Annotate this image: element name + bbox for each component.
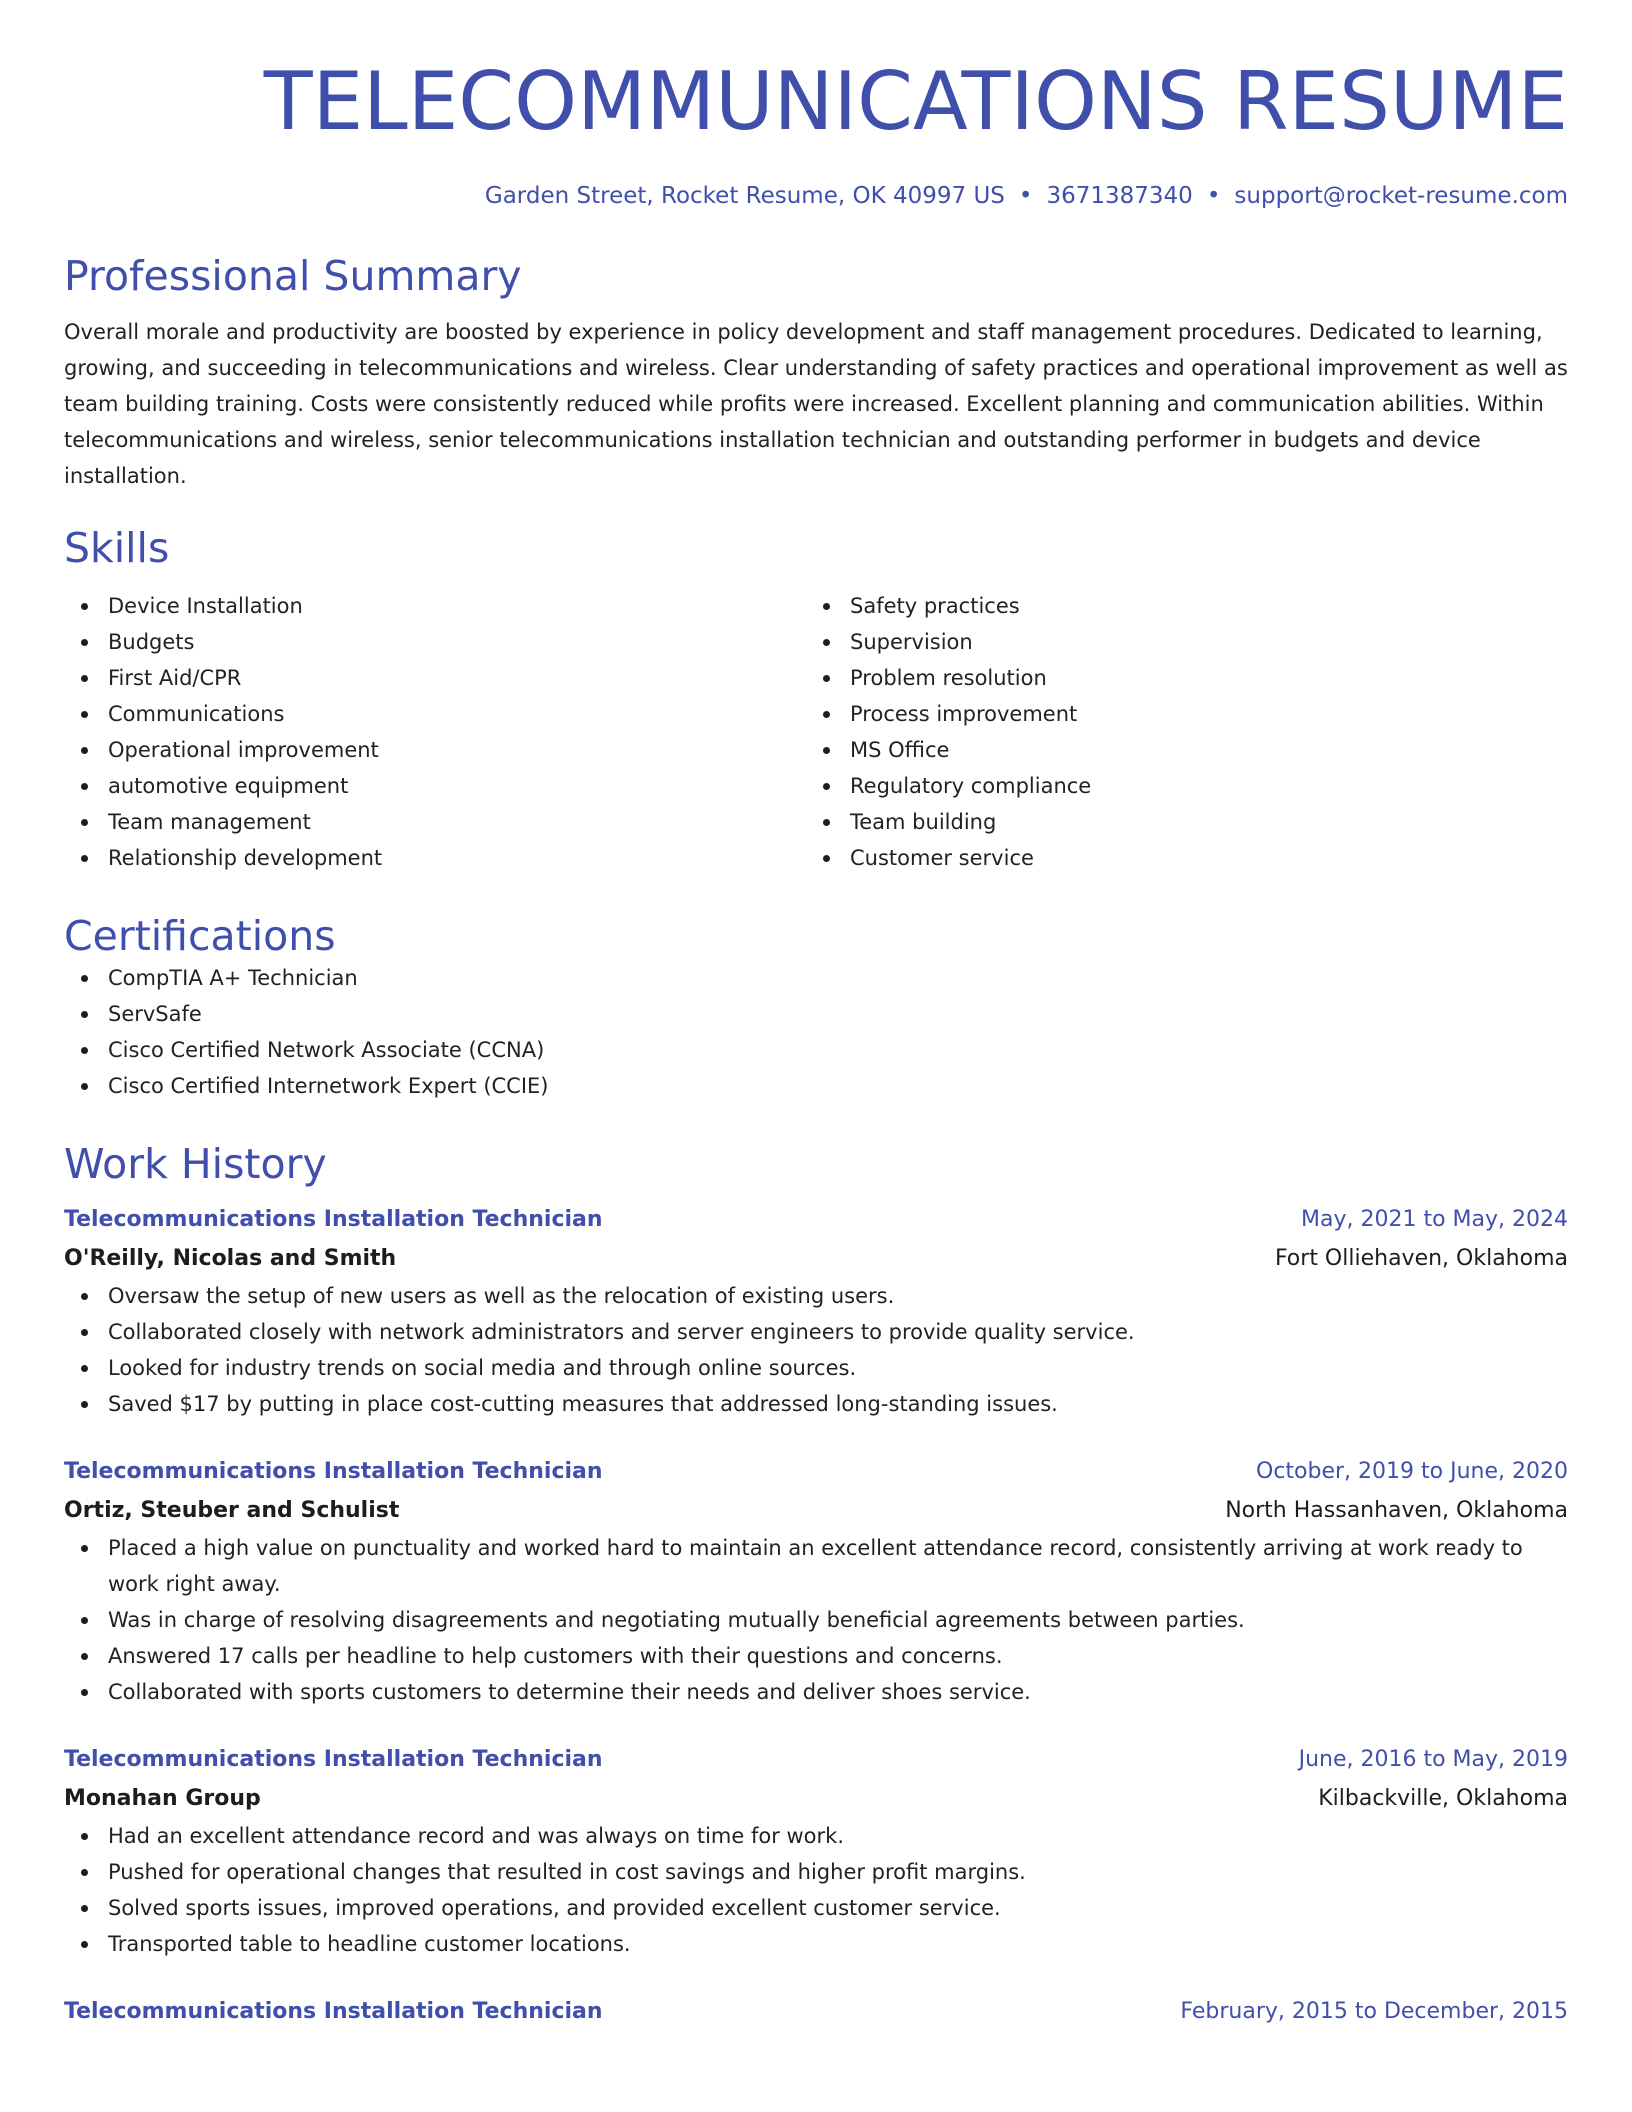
contact-phone: 3671387340 xyxy=(1046,183,1193,209)
job-title: Telecommunications Installation Technician xyxy=(64,1207,603,1232)
skill-item: Process improvement xyxy=(806,696,1548,732)
job-location: Fort Olliehaven, Oklahoma xyxy=(1274,1246,1568,1271)
job-dates: October, 2019 to June, 2020 xyxy=(1256,1459,1568,1484)
job-bullets xyxy=(64,1530,1568,1710)
work-history-heading: Work History xyxy=(64,1140,327,1188)
job-company: Ortiz, Steuber and Schulist xyxy=(64,1498,400,1523)
skill-item: Customer service xyxy=(806,840,1548,876)
job-company: O'Reilly, Nicolas and Smith xyxy=(64,1246,397,1271)
job-company-row xyxy=(64,1492,1568,1530)
job-title-row xyxy=(64,1992,1568,2032)
skill-item: MS Office xyxy=(806,732,1548,768)
certification-item: Cisco Certified Internetwork Expert (CCIE) xyxy=(64,1068,1568,1104)
job-bullet: Solved sports issues, improved operations, and provided excellent customer service. xyxy=(64,1890,1568,1926)
skills-column-left xyxy=(64,588,806,876)
skill-item: Relationship development xyxy=(64,840,806,876)
job-entry xyxy=(64,1740,1568,1962)
job-bullet: Saved $17 by putting in place cost-cutting measures that addressed long-standing issues. xyxy=(64,1386,1568,1422)
job-title-row xyxy=(64,1740,1568,1780)
skills-heading: Skills xyxy=(64,524,170,572)
job-bullets xyxy=(64,1818,1568,1962)
contact-separator: • xyxy=(1206,183,1221,209)
resume-header xyxy=(64,0,1568,210)
job-entry xyxy=(64,1452,1568,1710)
resume-title: TELECOMMUNICATIONS RESUME xyxy=(263,55,1568,148)
job-title: Telecommunications Installation Technician xyxy=(64,1459,603,1484)
skills-list-right xyxy=(806,588,1548,876)
contact-email[interactable]: support@rocket-resume.com xyxy=(1234,183,1568,209)
contact-address: Garden Street, Rocket Resume, OK 40997 US xyxy=(484,183,1005,209)
skills-column-right xyxy=(806,588,1548,876)
job-location: North Hassanhaven, Oklahoma xyxy=(1225,1498,1568,1523)
job-bullet: Answered 17 calls per headline to help customers with their questions and concerns. xyxy=(64,1638,1568,1674)
certifications-heading: Certifications xyxy=(64,912,336,960)
skill-item: Problem resolution xyxy=(806,660,1548,696)
skills-grid xyxy=(64,588,1568,876)
skill-item: Team building xyxy=(806,804,1548,840)
job-title: Telecommunications Installation Technician xyxy=(64,1999,603,2024)
job-dates: June, 2016 to May, 2019 xyxy=(1298,1747,1568,1772)
skill-item: Operational improvement xyxy=(64,732,806,768)
skill-item: Supervision xyxy=(806,624,1548,660)
job-location: Kilbackville, Oklahoma xyxy=(1318,1786,1568,1811)
job-bullet: Had an excellent attendance record and was always on time for work. xyxy=(64,1818,1568,1854)
job-company-row xyxy=(64,1780,1568,1818)
certification-item: CompTIA A+ Technician xyxy=(64,960,1568,996)
job-title-row xyxy=(64,1200,1568,1240)
skill-item: Safety practices xyxy=(806,588,1548,624)
contact-separator: • xyxy=(1018,183,1033,209)
job-title-row xyxy=(64,1452,1568,1492)
job-bullet: Collaborated with sports customers to determine their needs and deliver shoes service. xyxy=(64,1674,1568,1710)
job-bullet: Was in charge of resolving disagreements and negotiating mutually beneficial agreements between parties. xyxy=(64,1602,1568,1638)
certification-item: Cisco Certified Network Associate (CCNA) xyxy=(64,1032,1568,1068)
job-entry xyxy=(64,1992,1568,2032)
job-bullet: Pushed for operational changes that resulted in cost savings and higher profit margins. xyxy=(64,1854,1568,1890)
job-bullets xyxy=(64,1278,1568,1422)
skill-item: Budgets xyxy=(64,624,806,660)
job-bullet: Transported table to headline customer locations. xyxy=(64,1926,1568,1962)
skill-item: Communications xyxy=(64,696,806,732)
skill-item: Team management xyxy=(64,804,806,840)
skill-item: First Aid/CPR xyxy=(64,660,806,696)
skills-list-left xyxy=(64,588,806,876)
job-bullet: Oversaw the setup of new users as well as the relocation of existing users. xyxy=(64,1278,1568,1314)
job-entry xyxy=(64,1200,1568,1422)
job-title: Telecommunications Installation Technician xyxy=(64,1747,603,1772)
skill-item: Device Installation xyxy=(64,588,806,624)
job-bullet: Looked for industry trends on social media and through online sources. xyxy=(64,1350,1568,1386)
certification-item: ServSafe xyxy=(64,996,1568,1032)
skill-item: Regulatory compliance xyxy=(806,768,1548,804)
contact-line xyxy=(64,182,1568,210)
skill-item: automotive equipment xyxy=(64,768,806,804)
summary-heading: Professional Summary xyxy=(64,252,522,300)
summary-text: Overall morale and productivity are boosted by experience in policy development and staff management procedures. Dedicated to learning, growing, and succeeding in telecommunications and wireless. Clear understanding of safety practices and operational improvement as well as team building training. Costs were consistently reduced while profits were increased. Excellent planning and communication abilities. Within telecommunications and wireless, senior telecommunications installation technician and outstanding performer in budgets and device installation. xyxy=(64,320,1568,488)
job-dates: February, 2015 to December, 2015 xyxy=(1180,1999,1568,2024)
certifications-list xyxy=(64,960,1568,1104)
job-dates: May, 2021 to May, 2024 xyxy=(1301,1207,1568,1232)
job-bullet: Collaborated closely with network administrators and server engineers to provide quality service. xyxy=(64,1314,1568,1350)
job-company-row xyxy=(64,1240,1568,1278)
job-bullet: Placed a high value on punctuality and worked hard to maintain an excellent attendance record, consistently arriving at work ready to work right away. xyxy=(64,1530,1568,1602)
job-company: Monahan Group xyxy=(64,1786,261,1811)
